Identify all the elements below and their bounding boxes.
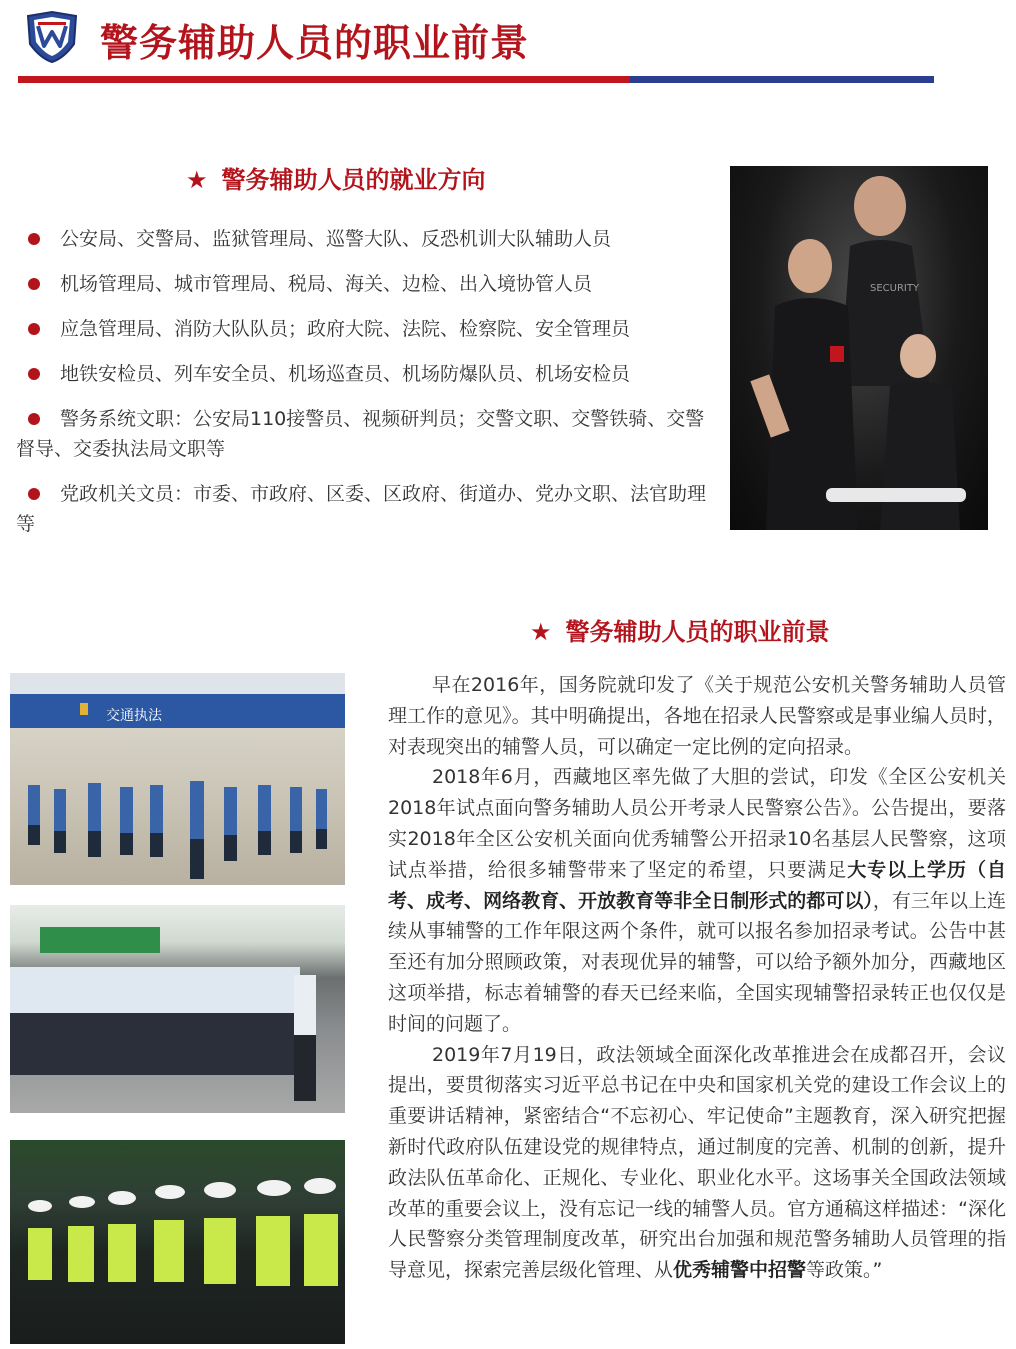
list-item: 党政机关文员：市委、市政府、区委、区政府、街道办、党办文职、法官助理等 bbox=[16, 479, 706, 539]
list-item: 应急管理局、消防大队队员；政府大院、法院、检察院、安全管理员 bbox=[16, 314, 706, 344]
recruit-from-auxiliary-text: 优秀辅警中招警 bbox=[673, 1259, 807, 1282]
page-title: 警务辅助人员的职业前景 bbox=[100, 20, 530, 65]
list-item: 机场管理局、城市管理局、税局、海关、边检、出入境协管人员 bbox=[16, 269, 706, 299]
officers-portrait-photo bbox=[730, 166, 988, 530]
education-requirement-text: 大专以上学历（自考、成考、网络教育、开放教育等非全日制形式的都可以） bbox=[388, 858, 1006, 912]
title-underline-blue bbox=[630, 76, 934, 83]
title-underline-red bbox=[18, 76, 630, 83]
section-heading-career-prospects: ★ 警务辅助人员的职业前景 bbox=[530, 618, 830, 646]
star-icon: ★ bbox=[186, 166, 208, 194]
section-heading-employment: ★ 警务辅助人员的就业方向 bbox=[186, 166, 486, 194]
paragraph: 2019年7月19日，政法领域全面深化改革推进会在成都召开，会议提出，要贯彻落实习近平总书记在中央和国家机关党的建设工作会议上的重要讲话精神，紧密结合“不忘初心、牢记使命”主题教育，深入研究把握新时代政府队伍建设党的规律特点，通过制度的完善、机制的创新，提升政法队伍革命化、正规化、专业化、职业化水平。这场事关全国政法领域改革的重要会议上，没有忘记一线的辅警人员。官方通稿这样描述：“深化人民警察分类管理制度改革，研究出台加强和规范警务辅助人员管理的指导意见，探索完善层级化管理、从优秀辅警中招警等政策。” bbox=[388, 1043, 1006, 1282]
employment-list bbox=[16, 224, 706, 554]
list-item: 警务系统文职：公安局110接警员、视频研判员；交警文职、交警铁骑、交警督导、交委执法局文职等 bbox=[16, 404, 706, 464]
paragraph: 2018年6月，西藏地区率先做了大胆的尝试，印发《全区公安机关2018年试点面向警务辅助人员公开考录人民警察公告》。公告提出，要落实2018年全区公安机关面向优秀辅警公开招录10名基层人民警察，这项试点举措，给很多辅警带来了坚定的希望，只要满足大专以上学历（自考、成考、网络教育、开放教育等非全日制形式的都可以），有三年以上连续从事辅警的工作年限这两个条件，就可以报名参加招录考试。公告中甚至还有加分照顾政策，对表现优异的辅警，可以给予额外加分，西藏地区这项举措，标志着辅警的春天已经来临，全国实现辅警招录转正也仅仅是时间的问题了。 bbox=[388, 766, 1006, 1035]
security-text: SECURITY bbox=[870, 283, 920, 294]
list-item: 地铁安检员、列车安全员、机场巡查员、机场防爆队员、机场安检员 bbox=[16, 359, 706, 389]
star-icon: ★ bbox=[530, 618, 552, 646]
traffic-enforcement-sign: 交通执法 bbox=[106, 708, 162, 724]
paragraph: 早在2016年，国务院就印发了《关于规范公安机关警务辅助人员管理工作的意见》。其中明确提出，各地在招录人民警察或是事业编人员时，对表现突出的辅警人员，可以确定一定比例的定向招录。 bbox=[388, 674, 1006, 758]
career-prospects-article bbox=[388, 670, 1006, 1286]
formation-training-photo bbox=[10, 905, 345, 1113]
list-item: 公安局、交警局、监狱管理局、巡警大队、反恐机训大队辅助人员 bbox=[16, 224, 706, 254]
traffic-enforcement-salute-photo bbox=[10, 673, 345, 885]
reflective-vest-officers-photo bbox=[10, 1140, 345, 1344]
police-shield-logo bbox=[24, 10, 80, 64]
